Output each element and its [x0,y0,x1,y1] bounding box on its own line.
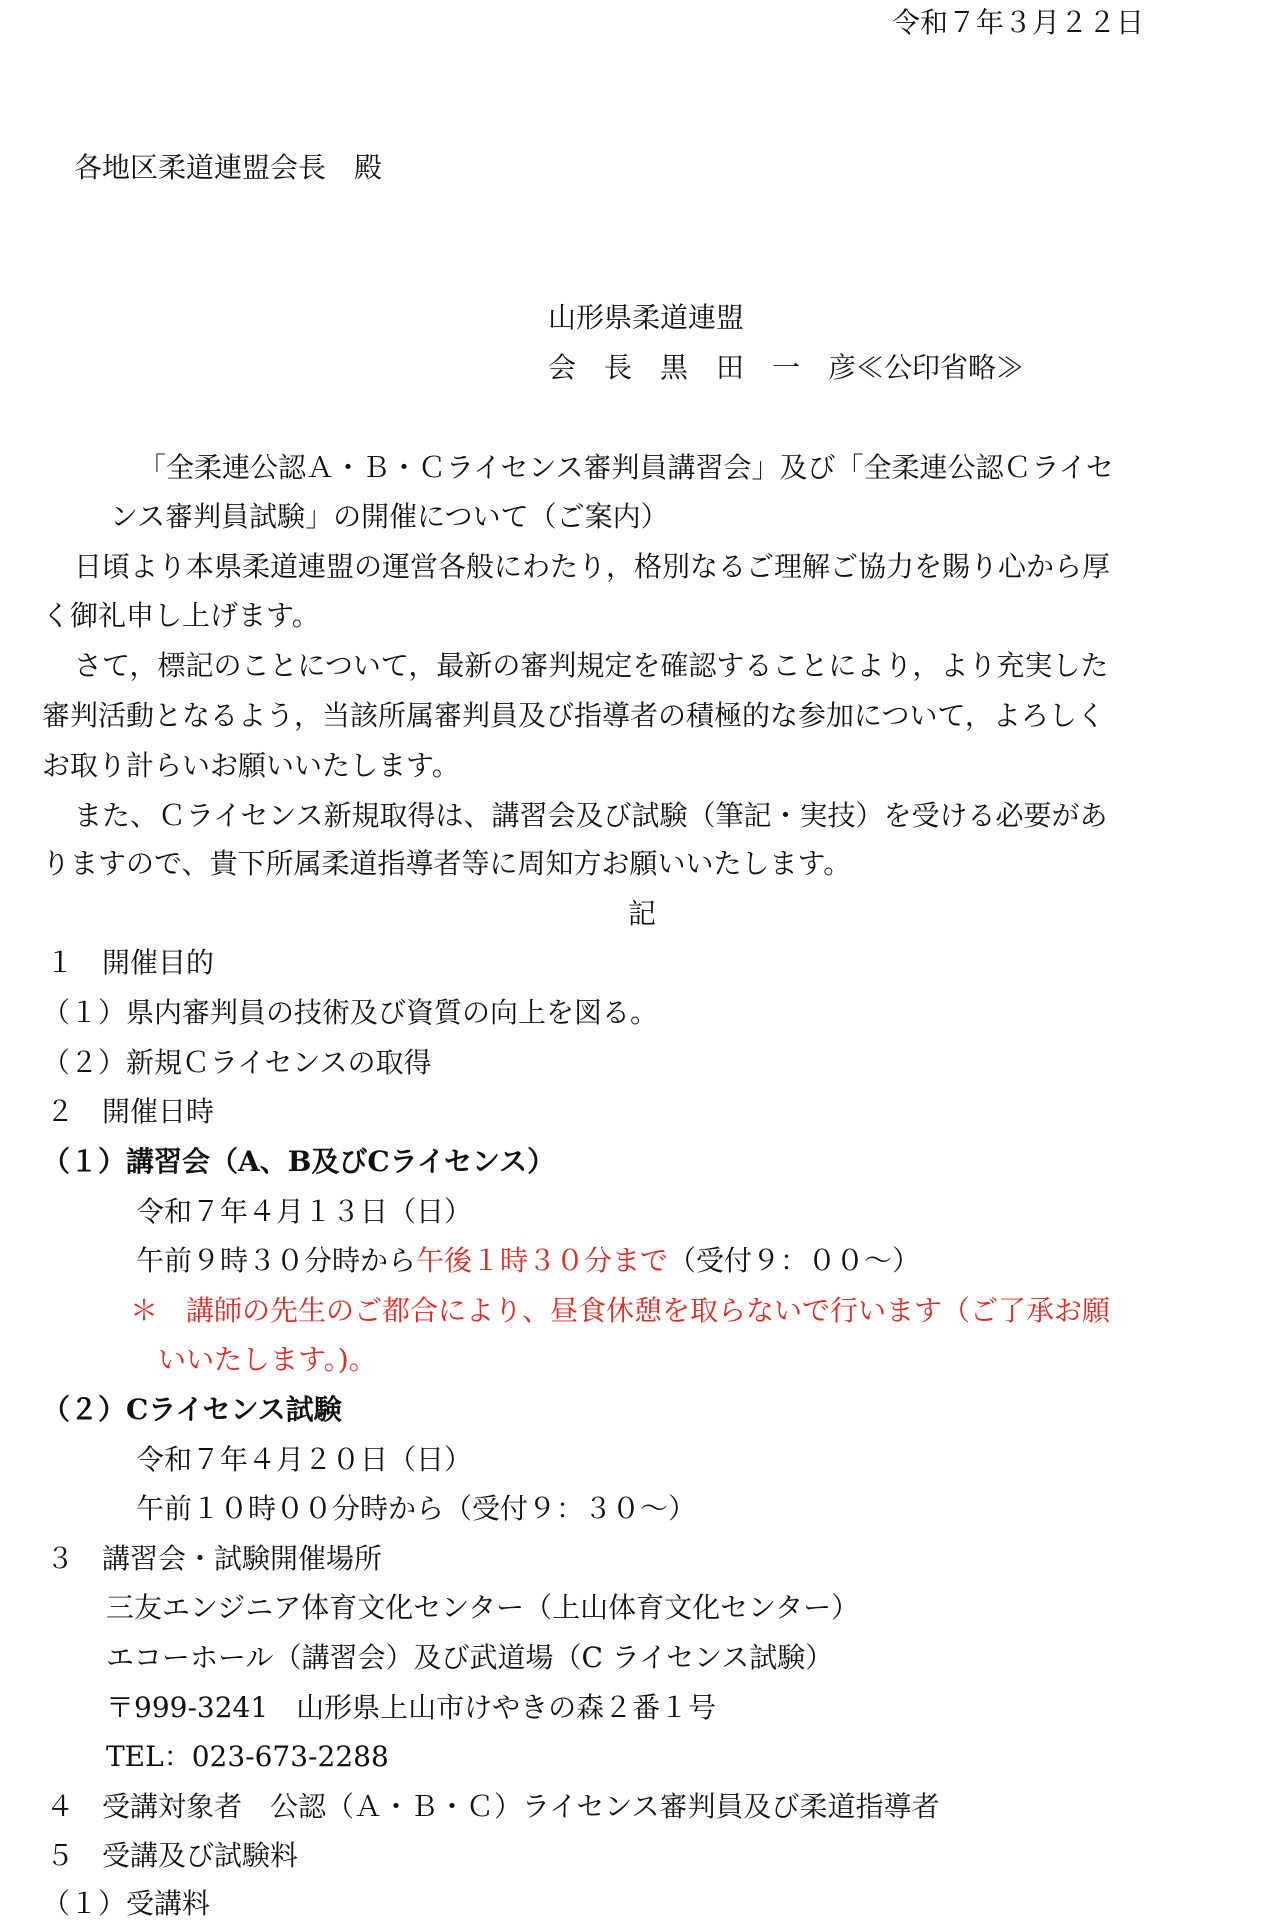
venue-tel: TEL：023-673-2288 [106,1740,389,1773]
body-paragraph-3-line-2: りますので、貴下所属柔道指導者等に周知方お願いいたします。 [42,847,852,880]
section-5-item-1: （１）受講料 [42,1887,211,1920]
body-paragraph-1-line-2: く御礼申し上げます。 [42,599,320,632]
addressee: 各地区柔道連盟会長 殿 [74,151,383,184]
section-1-item-1: （１）県内審判員の技術及び資質の向上を図る。 [42,996,659,1029]
exam-date: 令和７年４月２０日（日） [136,1443,473,1476]
venue-name: 三友エンジニア体育文化センター（上山体育文化センター） [106,1591,860,1624]
section-2-heading: ２ 開催日時 [46,1095,215,1128]
document-date: 令和７年３月２２日 [892,6,1145,39]
section-5-heading: ５ 受講及び試験料 [46,1839,299,1872]
body-paragraph-3-line-1: また、Ｃライセンス新規取得は、講習会及び試験（筆記・実技）を受ける必要があ [74,799,1108,832]
section-1-item-2: （２）新規Ｃライセンスの取得 [42,1046,432,1079]
lecture-note-line-2: いいたします。)。 [158,1343,377,1376]
venue-address: 〒999-3241 山形県上山市けやきの森２番１号 [106,1691,717,1724]
lecture-label: （１）講習会（A、B及びCライセンス） [42,1145,556,1178]
lecture-time-start: 午前９時３０分時から [136,1244,417,1277]
title-line-1: 「全柔連公認Ａ・Ｂ・Ｃライセンス審判員講習会」及び「全柔連公認Ｃライセ [138,451,1114,484]
ki-heading: 記 [628,897,657,930]
sender-president: 会 長 黒 田 一 彦≪公印省略≫ [548,351,1025,384]
lecture-reception: （受付９：００～） [668,1244,921,1277]
section-3-heading: ３ 講習会・試験開催場所 [46,1542,383,1575]
lecture-time [136,1241,920,1281]
exam-time: 午前１０時００分時から（受付９：３０～） [136,1492,697,1525]
lecture-date: 令和７年４月１３日（日） [136,1195,473,1228]
lecture-time-end: 午後１時３０分まで [416,1244,669,1277]
body-paragraph-2-line-2: 審判活動となるよう，当該所属審判員及び指導者の積極的な参加について，よろしく [42,699,1105,732]
body-paragraph-2-line-3: お取り計らいお願いいたします。 [42,749,460,782]
title-line-2: ンス審判員試験」の開催について（ご案内） [110,500,669,533]
body-paragraph-2-line-1: さて，標記のことについて，最新の審判規定を確認することにより，より充実した [74,649,1109,682]
venue-rooms: エコーホール（講習会）及び武道場（C ライセンス試験） [106,1641,834,1674]
exam-label: （２）Cライセンス試験 [42,1393,342,1426]
body-paragraph-1-line-1: 日頃より本県柔道連盟の運営各般にわたり，格別なるご理解ご協力を賜り心から厚 [74,550,1111,583]
section-1-heading: １ 開催目的 [46,946,215,979]
lecture-note-line-1: ＊ 講師の先生のご都合により、昼食休憩を取らないで行います（ご了承お願 [130,1294,1111,1327]
section-4-heading: ４ 受講対象者 公認（Ａ・Ｂ・Ｃ）ライセンス審判員及び柔道指導者 [46,1790,940,1823]
sender-organization: 山形県柔道連盟 [548,301,745,334]
